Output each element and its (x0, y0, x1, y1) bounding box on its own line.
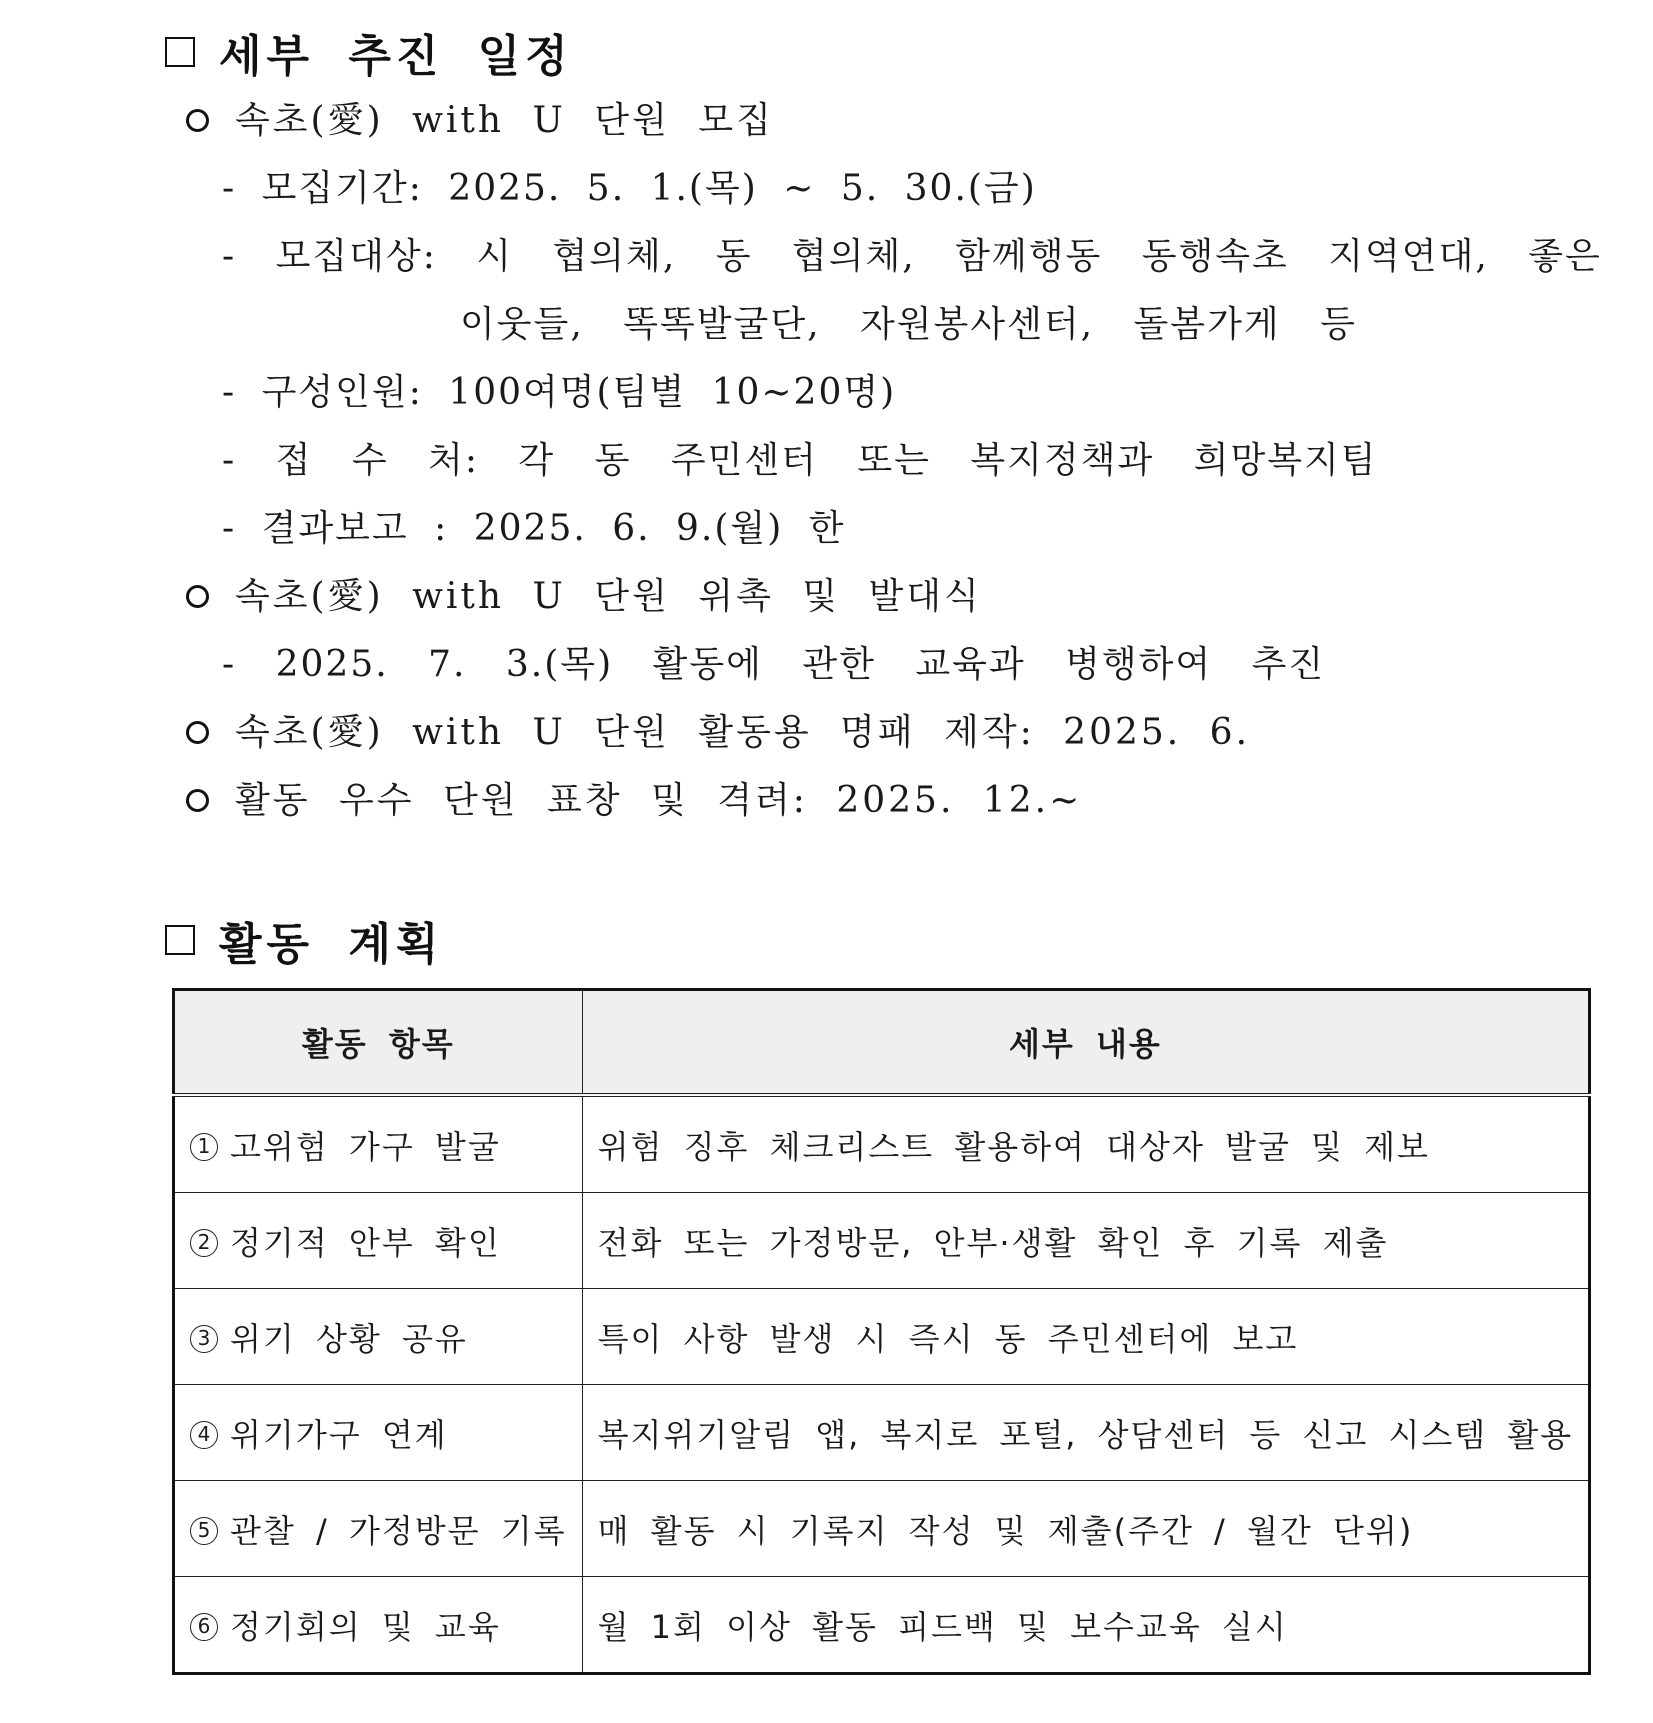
activity-detail: 복지위기알림 앱, 복지로 포털, 상담센터 등 신고 시스템 활용 (582, 1385, 1590, 1481)
recruit-report: - 결과보고 : 2025. 6. 9.(월) 한 (222, 508, 846, 549)
table-row (174, 1577, 1590, 1674)
recruit-target-line1: - 모집대상: 시 협의체, 동 협의체, 함께행동 동행속초 지역연대, 좋은 (222, 236, 1602, 277)
recruit-members: - 구성인원: 100여명(팀별 10~20명) (222, 372, 897, 413)
plan-heading (165, 908, 443, 972)
recruit-period: - 모집기간: 2025. 5. 1.(목) ~ 5. 30.(금) (222, 168, 1037, 209)
circled-number: 3 (190, 1325, 218, 1353)
recruit-target-line2: 이웃들, 똑똑발굴단, 자원봉사센터, 돌봄가게 등 (460, 304, 1357, 345)
activity-plan-table (172, 988, 1591, 1675)
activity-item-cell (174, 1095, 583, 1193)
recruit-title-line (186, 92, 774, 143)
activity-item-cell (174, 1289, 583, 1385)
checkbox-square-icon (165, 37, 195, 67)
award-text: 활동 우수 단원 표창 및 격려: 2025. 12.~ (235, 780, 1083, 821)
activity-item-cell (174, 1193, 583, 1289)
activity-item: 정기회의 및 교육 (230, 1607, 501, 1646)
ceremony-detail: - 2025. 7. 3.(목) 활동에 관한 교육과 병행하여 추진 (222, 644, 1326, 685)
plan-heading-text: 활동 계획 (219, 919, 444, 970)
recruit-title: 속초(愛) with U 단원 모집 (235, 100, 774, 141)
activity-detail: 전화 또는 가정방문, 안부·생활 확인 후 기록 제출 (582, 1193, 1590, 1289)
activity-item: 위기 상황 공유 (230, 1319, 468, 1358)
circled-number: 2 (190, 1229, 218, 1257)
recruit-office: - 접 수 처: 각 동 주민센터 또는 복지정책과 희망복지팀 (222, 440, 1378, 481)
activity-item: 관찰 / 가정방문 기록 (230, 1511, 567, 1550)
hollow-circle-bullet-icon (186, 109, 209, 132)
activity-item-cell (174, 1481, 583, 1577)
table-row (174, 1193, 1590, 1289)
activity-item: 고위험 가구 발굴 (230, 1127, 501, 1166)
activity-detail: 매 활동 시 기록지 작성 및 제출(주간 / 월간 단위) (582, 1481, 1590, 1577)
checkbox-square-icon (165, 925, 195, 955)
table-row (174, 1481, 1590, 1577)
table-row (174, 1095, 1590, 1193)
ceremony-title: 속초(愛) with U 단원 위촉 및 발대식 (235, 576, 982, 617)
activity-detail: 위험 징후 체크리스트 활용하여 대상자 발굴 및 제보 (582, 1095, 1590, 1193)
hollow-circle-bullet-icon (186, 789, 209, 812)
circled-number: 1 (190, 1133, 218, 1161)
schedule-heading-text: 세부 추진 일정 (219, 31, 573, 82)
hollow-circle-bullet-icon (186, 585, 209, 608)
table-row (174, 1289, 1590, 1385)
circled-number: 6 (190, 1613, 218, 1641)
activity-detail: 특이 사항 발생 시 즉시 동 주민센터에 보고 (582, 1289, 1590, 1385)
activity-detail: 월 1회 이상 활동 피드백 및 보수교육 실시 (582, 1577, 1590, 1674)
table-row (174, 1385, 1590, 1481)
nameplate-text: 속초(愛) with U 단원 활동용 명패 제작: 2025. 6. (235, 712, 1251, 753)
column-header-detail: 세부 내용 (582, 990, 1590, 1096)
ceremony-title-line (186, 568, 982, 619)
column-header-item: 활동 항목 (174, 990, 583, 1096)
circled-number: 5 (190, 1517, 218, 1545)
activity-item: 위기가구 연계 (230, 1415, 448, 1454)
activity-item-cell (174, 1385, 583, 1481)
schedule-heading (165, 20, 573, 84)
table-header-row (174, 990, 1590, 1096)
circled-number: 4 (190, 1421, 218, 1449)
nameplate-line (186, 704, 1250, 755)
award-line (186, 772, 1082, 823)
activity-item: 정기적 안부 확인 (230, 1223, 501, 1262)
hollow-circle-bullet-icon (186, 721, 209, 744)
activity-item-cell (174, 1577, 583, 1674)
